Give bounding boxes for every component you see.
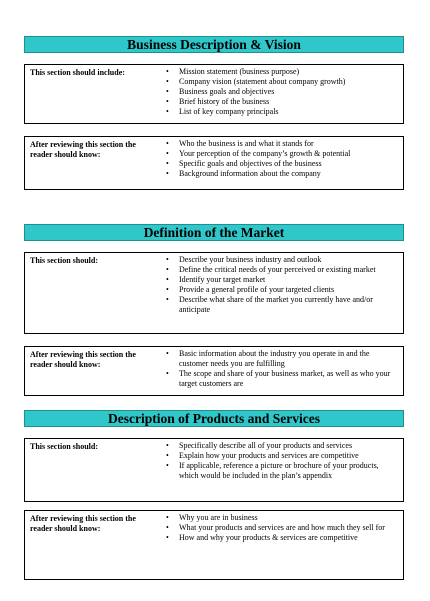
bullet-list <box>165 441 397 481</box>
list-item: • Specifically describe all of your products and services <box>165 441 397 451</box>
section-title: Definition of the Market <box>143 224 285 240</box>
box-label: After reviewing this section the reader should know: <box>30 350 136 369</box>
list-item: • If applicable, reference a picture or brochure of your products, which would be included in the plan’s appendix <box>165 461 397 481</box>
list-item: • Company vision (statement about company growth) <box>165 77 397 87</box>
box-label: This section should: <box>30 256 99 265</box>
list-item: • Identify your target market <box>165 275 397 285</box>
bullet-list <box>165 67 397 117</box>
content-box-include <box>24 64 404 124</box>
list-item: • Mission statement (business purpose) <box>165 67 397 77</box>
list-item: • Business goals and objectives <box>165 87 397 97</box>
content-box-should <box>24 252 404 334</box>
content-box-should <box>24 438 404 502</box>
content-box-reader <box>24 136 404 190</box>
box-label: This section should include: <box>30 68 125 77</box>
list-item: • Basic information about the industry you operate in and the customer needs you are fulfilling <box>165 349 397 369</box>
section-title-banner <box>24 410 404 427</box>
bullet-list <box>165 139 397 179</box>
list-item: • Who the business is and what it stands for <box>165 139 397 149</box>
section-title-banner <box>24 36 404 53</box>
list-item: • The scope and share of your business market, as well as who your target customers are <box>165 369 397 389</box>
list-item: • Brief history of the business <box>165 97 397 107</box>
list-item: • Specific goals and objectives of the business <box>165 159 397 169</box>
list-item: • Describe what share of the market you currently have and/or anticipate <box>165 295 397 315</box>
box-label: After reviewing this section the reader should know: <box>30 140 136 159</box>
list-item: • Explain how your products and services are competitive <box>165 451 397 461</box>
list-item: • Define the critical needs of your perceived or existing market <box>165 265 397 275</box>
list-item: • Your perception of the company’s growth & potential <box>165 149 397 159</box>
box-label: This section should: <box>30 442 99 451</box>
box-label: After reviewing this section the reader should know: <box>30 514 136 533</box>
bullet-list <box>165 513 397 543</box>
list-item: • What your products and services are and how much they sell for <box>165 523 397 533</box>
list-item: • Background information about the company <box>165 169 397 179</box>
list-item: • List of key company principals <box>165 107 397 117</box>
bullet-list <box>165 349 397 389</box>
list-item: • Describe your business industry and outlook <box>165 255 397 265</box>
list-item: • Why you are in business <box>165 513 397 523</box>
section-title: Description of Products and Services <box>108 410 320 426</box>
list-item: • How and why your products & services are competitive <box>165 533 397 543</box>
bullet-list <box>165 255 397 315</box>
content-box-reader <box>24 510 404 580</box>
section-title: Business Description & Vision <box>127 36 301 52</box>
content-box-reader <box>24 346 404 396</box>
list-item: • Provide a general profile of your targeted clients <box>165 285 397 295</box>
section-title-banner <box>24 224 404 241</box>
